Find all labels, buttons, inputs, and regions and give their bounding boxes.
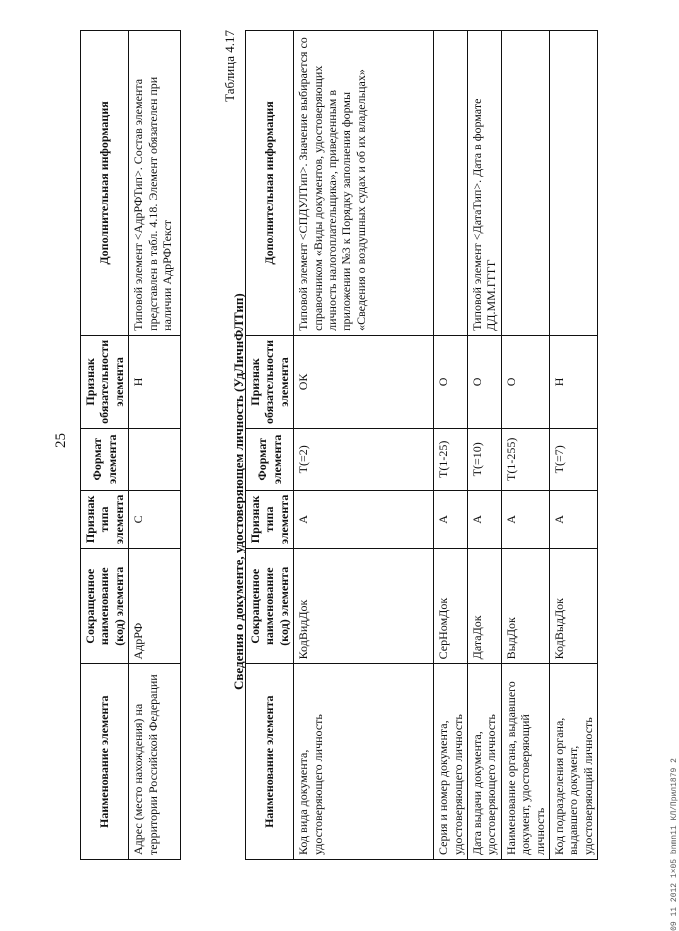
cell-format: T(=2) — [294, 428, 434, 490]
file-stamp: 09 11 2012 1×05 bnmn11 КЛ/Прил1879 2 — [669, 758, 679, 931]
cell-info — [434, 31, 468, 336]
cell-required: Н — [129, 335, 181, 428]
cell-type: А — [467, 490, 501, 548]
cell-required: О — [467, 335, 501, 428]
cell-code: ВыдДок — [501, 549, 549, 664]
table-address — [80, 30, 181, 860]
cell-name: Дата выдачи документа, удостоверяющего личность — [467, 664, 501, 860]
cell-type: А — [549, 490, 597, 548]
header-code: Сокращенное наименование (код) элемента — [246, 549, 294, 664]
header-type: Признак типа элемента — [81, 490, 129, 548]
table-row — [434, 31, 468, 860]
header-info: Дополнительная информация — [246, 31, 294, 336]
cell-format: T(=7) — [549, 428, 597, 490]
cell-format: T(1-255) — [501, 428, 549, 490]
cell-type: А — [294, 490, 434, 548]
table-label: Таблица 4.17 — [222, 30, 237, 102]
table-row — [467, 31, 501, 860]
cell-name: Адрес (место нахождения) на территории Российской Федерации — [129, 664, 181, 860]
table-row — [549, 31, 597, 860]
section-title: Сведения о документе, удостоверяющем личность (УдЛичнФЛТип) — [231, 293, 246, 690]
cell-type: А — [501, 490, 549, 548]
header-type: Признак типа элемента — [246, 490, 294, 548]
header-format: Формат элемента — [81, 428, 129, 490]
cell-code: СерНомДок — [434, 549, 468, 664]
table1-header — [81, 31, 129, 860]
table-row — [501, 31, 549, 860]
cell-type: С — [129, 490, 181, 548]
header-info: Дополнительная информация — [81, 31, 129, 336]
header-code: Сокращенное наименование (код) элемента — [81, 549, 129, 664]
cell-required: О — [434, 335, 468, 428]
cell-format: T(1-25) — [434, 428, 468, 490]
cell-code: КодВидДок — [294, 549, 434, 664]
cell-name: Код подразделения органа, выдавшего документ, удостоверяющий личность — [549, 664, 597, 860]
table-identity-document — [245, 30, 598, 860]
cell-required: О — [501, 335, 549, 428]
cell-code: КодВыдДок — [549, 549, 597, 664]
rotated-content — [80, 30, 640, 860]
page-number: 25 — [53, 433, 69, 448]
header-required: Признак обязательности элемента — [246, 335, 294, 428]
header-name: Наименование элемента — [246, 664, 294, 860]
cell-format: T(=10) — [467, 428, 501, 490]
header-required: Признак обязательности элемента — [81, 335, 129, 428]
cell-info: Типовой элемент <ДатаТип>. Дата в формате ДД.ММ.ГГГГ — [467, 31, 501, 336]
cell-name: Код вида документа, удостоверяющего личность — [294, 664, 434, 860]
cell-name: Серия и номер документа, удостоверяющего личность — [434, 664, 468, 860]
table2-header — [246, 31, 294, 860]
cell-name: Наименование органа, выдавшего документ, удостоверяющий личность — [501, 664, 549, 860]
cell-info: Типовой элемент <АдрРФТип>. Состав элемента представлен в табл. 4.18. Элемент обязателен при наличии АдрРФТекст — [129, 31, 181, 336]
header-name: Наименование элемента — [81, 664, 129, 860]
cell-code: АдрРФ — [129, 549, 181, 664]
cell-type: А — [434, 490, 468, 548]
table-row — [129, 31, 181, 860]
cell-format — [129, 428, 181, 490]
cell-info: Типовой элемент <СПДУЛТип>. Значение выбирается со справочником «Виды документов, удостоверяющих личность налогоплательщика», приведенным в приложении №3 к Порядку заполнения формы «Сведения о воздушных судах и об их владельцах» — [294, 31, 434, 336]
cell-info — [549, 31, 597, 336]
cell-required: ОК — [294, 335, 434, 428]
cell-required: Н — [549, 335, 597, 428]
table-row — [294, 31, 434, 860]
cell-code: ДатаДок — [467, 549, 501, 664]
header-format: Формат элемента — [246, 428, 294, 490]
cell-info — [501, 31, 549, 336]
